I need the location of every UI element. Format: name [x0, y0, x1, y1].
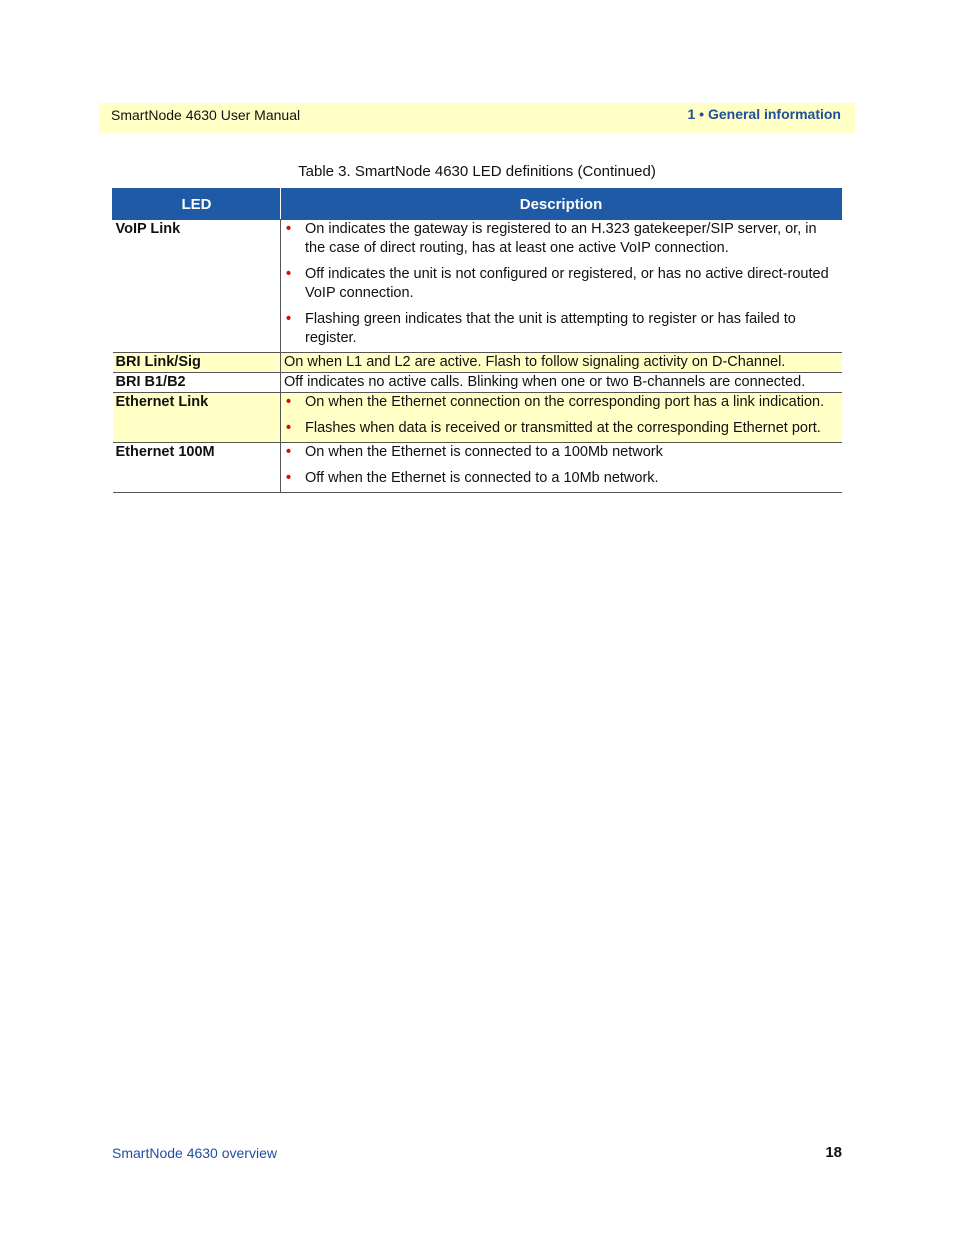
manual-title: SmartNode 4630 User Manual — [111, 107, 301, 123]
led-description — [281, 393, 842, 443]
page-number: 18 — [825, 1144, 842, 1161]
list-item — [284, 310, 839, 348]
bullet-text: Flashes when data is received or transmitted at the corresponding Ethernet port. — [305, 420, 821, 436]
list-item — [284, 393, 839, 412]
led-description — [281, 220, 842, 353]
led-description — [281, 443, 842, 493]
table-row — [113, 443, 842, 493]
bullet-text: Off when the Ethernet is connected to a 10Mb network. — [305, 470, 659, 486]
bullet-icon: • — [286, 444, 292, 460]
bullet-icon: • — [286, 420, 292, 436]
table-row — [113, 373, 842, 393]
column-header-description: Description — [281, 189, 842, 220]
bullet-list — [284, 443, 839, 488]
bullet-list — [284, 393, 839, 438]
list-item — [284, 443, 839, 462]
table-row — [113, 220, 842, 353]
bullet-icon: • — [286, 311, 292, 327]
bullet-text: On indicates the gateway is registered to an H.323 gatekeeper/SIP server, or, in the case of direct routing, has at least one active VoIP connection. — [305, 221, 817, 256]
table-row — [113, 353, 842, 373]
table-caption: Table 3. SmartNode 4630 LED definitions (Continued) — [298, 163, 656, 180]
running-header — [99, 103, 855, 133]
led-description: On when L1 and L2 are active. Flash to follow signaling activity on D-Channel. — [281, 353, 842, 373]
list-item — [284, 469, 839, 488]
led-name: BRI B1/B2 — [113, 373, 281, 393]
led-name: BRI Link/Sig — [113, 353, 281, 373]
bullet-icon: • — [286, 470, 292, 486]
bullet-list — [284, 220, 839, 348]
list-item — [284, 265, 839, 303]
column-header-led: LED — [113, 189, 281, 220]
chapter-title: 1 • General information — [687, 106, 841, 122]
led-name: Ethernet 100M — [113, 443, 281, 493]
led-name: Ethernet Link — [113, 393, 281, 443]
bullet-text: On when the Ethernet connection on the corresponding port has a link indication. — [305, 394, 825, 410]
list-item — [284, 419, 839, 438]
table-row — [113, 393, 842, 443]
bullet-icon: • — [286, 221, 292, 237]
bullet-icon: • — [286, 266, 292, 282]
list-item — [284, 220, 839, 258]
bullet-text: Off indicates the unit is not configured or registered, or has no active direct-routed VoIP connection. — [305, 266, 829, 301]
led-description: Off indicates no active calls. Blinking when one or two B-channels are connected. — [281, 373, 842, 393]
bullet-text: Flashing green indicates that the unit is attempting to register or has failed to register. — [305, 311, 796, 346]
bullet-icon: • — [286, 394, 292, 410]
led-name: VoIP Link — [113, 220, 281, 353]
footer-section-title: SmartNode 4630 overview — [112, 1145, 277, 1161]
bullet-text: On when the Ethernet is connected to a 100Mb network — [305, 444, 663, 460]
led-definitions-table — [112, 188, 842, 493]
table-header-row — [113, 189, 842, 220]
